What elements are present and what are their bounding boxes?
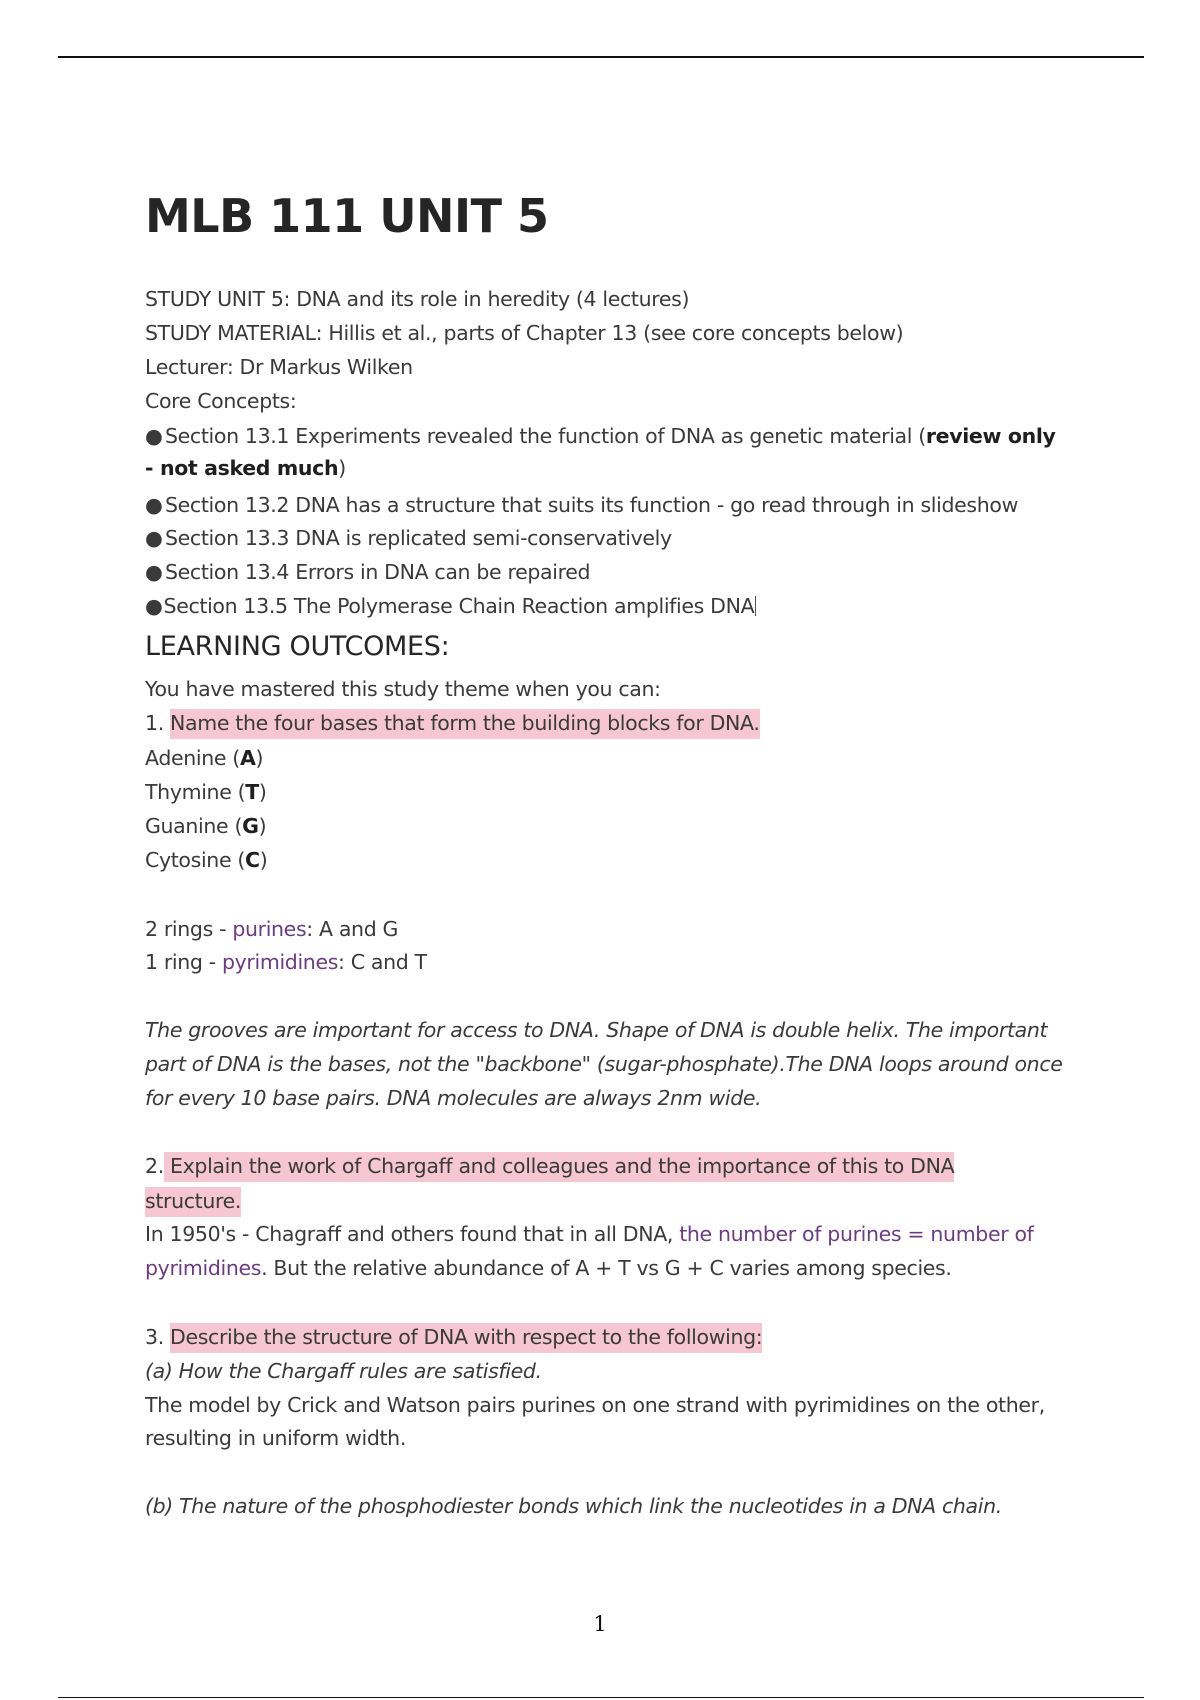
concept-item-13-1 bbox=[145, 421, 1056, 451]
concept-text: Section 13.4 Errors in DNA can be repaired bbox=[165, 560, 591, 584]
outcome-2-answer bbox=[145, 1219, 1034, 1249]
answer-text: . But the relative abundance of A + T vs G + C varies among species. bbox=[261, 1256, 952, 1280]
outcome-2-answer-continued bbox=[145, 1253, 952, 1283]
outcome-2-question bbox=[145, 1151, 954, 1181]
concept-emphasis: review only bbox=[925, 424, 1056, 448]
outcome-number: 1. bbox=[145, 711, 171, 735]
study-material-line: STUDY MATERIAL: Hillis et al., parts of Chapter 13 (see core concepts below) bbox=[145, 321, 904, 345]
outcome-number: 2. bbox=[145, 1154, 164, 1178]
concept-text: Section 13.3 DNA is replicated semi-conservatively bbox=[165, 526, 672, 550]
purines-term: purines bbox=[232, 917, 307, 941]
concept-item-13-5 bbox=[145, 591, 756, 621]
highlighted-question: Describe the structure of DNA with respect to the following: bbox=[170, 1323, 762, 1353]
bullet-icon: ● bbox=[145, 493, 163, 517]
base-name: Adenine ( bbox=[145, 746, 240, 770]
base-code: A bbox=[239, 746, 256, 770]
base-adenine bbox=[145, 743, 263, 773]
concept-item-13-1-continued bbox=[145, 453, 346, 483]
answer-text: In 1950's - Chagraff and others found that in all DNA, bbox=[145, 1222, 680, 1246]
concept-emphasis: - not asked much bbox=[145, 456, 339, 480]
highlighted-question: Name the four bases that form the building blocks for DNA. bbox=[170, 709, 759, 739]
outcome-3-part-b: (b) The nature of the phosphodiester bonds which link the nucleotides in a DNA chain. bbox=[145, 1494, 1002, 1518]
dna-notes-line-3: for every 10 base pairs. DNA molecules are always 2nm wide. bbox=[145, 1086, 762, 1110]
outcome-3-answer-a-line-2: resulting in uniform width. bbox=[145, 1426, 406, 1450]
base-guanine bbox=[145, 811, 266, 841]
page-title: MLB 111 UNIT 5 bbox=[145, 189, 549, 243]
pyrimidines-term: pyrimidines bbox=[221, 950, 339, 974]
learning-outcomes-heading: LEARNING OUTCOMES: bbox=[145, 631, 450, 662]
base-code: C bbox=[245, 848, 260, 872]
pyrimidines-line bbox=[145, 947, 427, 977]
outcome-3-part-a: (a) How the Chargaff rules are satisfied. bbox=[145, 1359, 542, 1383]
rings-prefix: 1 ring - bbox=[145, 950, 222, 974]
base-name: Cytosine ( bbox=[145, 848, 246, 872]
outcome-number: 3. bbox=[145, 1325, 171, 1349]
concept-text: Section 13.5 The Polymerase Chain Reaction amplifies DNA bbox=[163, 594, 755, 618]
bullet-icon: ● bbox=[145, 424, 163, 448]
base-code: T bbox=[245, 780, 259, 804]
core-concepts-label: Core Concepts: bbox=[145, 389, 297, 413]
bottom-rule bbox=[58, 1697, 1144, 1698]
bullet-icon: ● bbox=[145, 526, 163, 550]
concept-item-13-3 bbox=[145, 523, 672, 553]
base-close: ) bbox=[258, 814, 267, 838]
dna-notes-line-1: The grooves are important for access to DNA. Shape of DNA is double helix. The important bbox=[145, 1018, 1048, 1042]
base-close: ) bbox=[258, 780, 267, 804]
bullet-icon: ● bbox=[145, 560, 163, 584]
page-number: 1 bbox=[593, 1612, 607, 1636]
text-cursor-icon bbox=[755, 596, 756, 616]
rings-suffix: : A and G bbox=[306, 917, 399, 941]
outcome-2-question-continued bbox=[145, 1186, 241, 1216]
base-thymine bbox=[145, 777, 267, 807]
rings-suffix: : C and T bbox=[338, 950, 427, 974]
base-name: Thymine ( bbox=[145, 780, 246, 804]
rings-prefix: 2 rings - bbox=[145, 917, 233, 941]
dna-notes-line-2: part of DNA is the bases, not the "backbone" (sugar-phosphate).The DNA loops around once bbox=[145, 1052, 1063, 1076]
concept-close-paren: ) bbox=[338, 456, 346, 480]
concept-text: Section 13.2 DNA has a structure that suits its function - go read through in slideshow bbox=[165, 493, 1018, 517]
base-code: G bbox=[242, 814, 259, 838]
base-close: ) bbox=[259, 848, 268, 872]
concept-text: Section 13.1 Experiments revealed the function of DNA as genetic material ( bbox=[165, 424, 926, 448]
study-unit-line: STUDY UNIT 5: DNA and its role in heredity (4 lectures) bbox=[145, 287, 690, 311]
purines-line bbox=[145, 914, 398, 944]
answer-term: the number of purines = number of bbox=[679, 1222, 1034, 1246]
top-rule bbox=[58, 56, 1144, 58]
mastered-intro: You have mastered this study theme when you can: bbox=[145, 677, 661, 701]
concept-item-13-2 bbox=[145, 490, 1018, 520]
concept-item-13-4 bbox=[145, 557, 590, 587]
outcome-3-answer-a-line-1: The model by Crick and Watson pairs purines on one strand with pyrimidines on the other, bbox=[145, 1393, 1045, 1417]
highlighted-question: Explain the work of Chargaff and colleagues and the importance of this to DNA bbox=[164, 1152, 954, 1182]
bullet-icon: ● bbox=[145, 594, 163, 618]
highlighted-question: structure. bbox=[145, 1187, 241, 1217]
base-name: Guanine ( bbox=[145, 814, 243, 838]
outcome-3-question bbox=[145, 1322, 762, 1352]
outcome-1-question bbox=[145, 708, 760, 738]
base-cytosine bbox=[145, 845, 267, 875]
answer-term: pyrimidines bbox=[145, 1256, 262, 1280]
lecturer-line: Lecturer: Dr Markus Wilken bbox=[145, 355, 413, 379]
base-close: ) bbox=[255, 746, 264, 770]
